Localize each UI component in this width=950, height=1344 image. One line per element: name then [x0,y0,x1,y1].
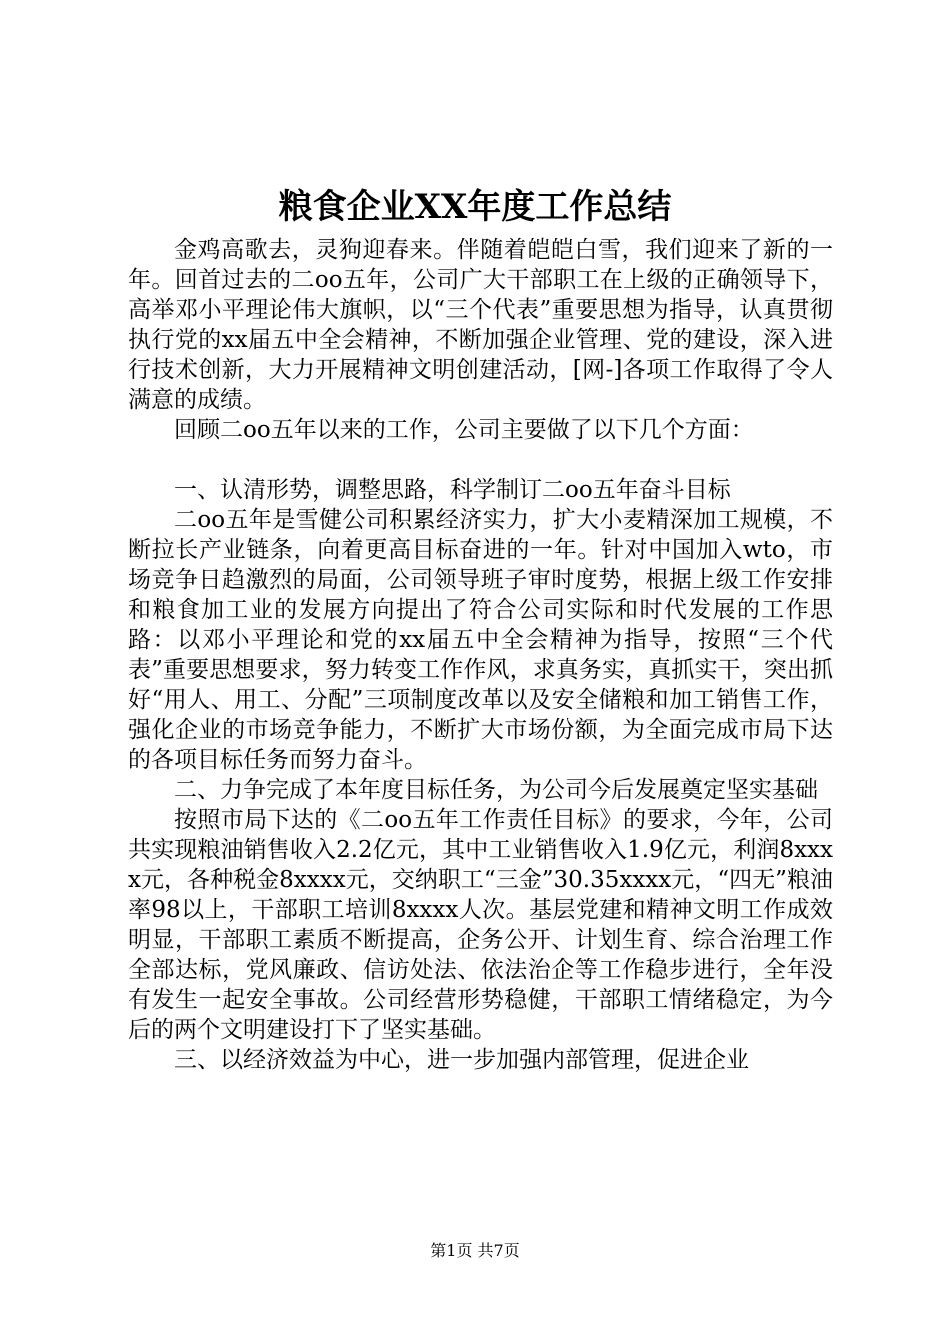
paragraph-section-1: 二oo五年是雪健公司积累经济实力，扩大小麦精深加工规模，不断拉长产业链条，向着更高目标奋进的一年。针对中国加入wto，市场竞争日趋激烈的局面，公司领导班子审时度势，根据上级工作安排和粮食加工业的发展方向提出了符合公司实际和时代发展的工作思路：以邓小平理论和党的xx届五中全会精神为指导，按照“三个代表”重要思想要求，努力转变工作作风，求真务实，真抓实干，突出抓好“用人、用工、分配”三项制度改革以及安全储粮和加工销售工作，强化企业的市场竞争能力，不断扩大市场份额，为全面完成市局下达的各项目标任务而努力奋斗。 [128,507,833,773]
paragraph-spacer [128,445,833,475]
document-body [128,235,833,1075]
section-heading-3: 三、以经济效益为中心，进一步加强内部管理，促进企业 [174,1047,749,1073]
paragraph-review: 回顾二oo五年以来的工作，公司主要做了以下几个方面： [174,417,754,443]
section-heading-2: 二、力争完成了本年度目标任务，为公司今后发展奠定坚实基础 [174,777,818,803]
document-title: 粮食企业XX年度工作总结 [278,187,672,227]
paragraph-section-2: 按照市局下达的《二oo五年工作责任目标》的要求，今年，公司共实现粮油销售收入2.2亿元，其中工业销售收入1.9亿元，利润8xxxx元，各种税金8xxxx元，交纳职工“三金”30.35xxxx元，“四无”粮油率98以上，干部职工培训8xxxx人次。基层党建和精神文明工作成效明显，干部职工素质不断提高，企务公开、计划生育、综合治理工作全部达标，党风廉政、信访处法、依法治企等工作稳步进行，全年没有发生一起安全事故。公司经营形势稳健，干部职工情绪稳定，为今后的两个文明建设打下了坚实基础。 [128,807,833,1043]
page-number-footer: 第1页 共7页 [430,1241,520,1260]
section-heading-1: 一、认清形势，调整思路，科学制订二oo五年奋斗目标 [174,477,731,503]
paragraph-intro: 金鸡高歌去，灵狗迎春来。伴随着皑皑白雪，我们迎来了新的一年。回首过去的二oo五年，公司广大干部职工在上级的正确领导下，高举邓小平理论伟大旗帜，以“三个代表”重要思想为指导，认真贯彻执行党的xx届五中全会精神，不断加强企业管理、党的建设，深入进行技术创新，大力开展精神文明创建活动，[网-]各项工作取得了令人满意的成绩。 [128,237,833,413]
